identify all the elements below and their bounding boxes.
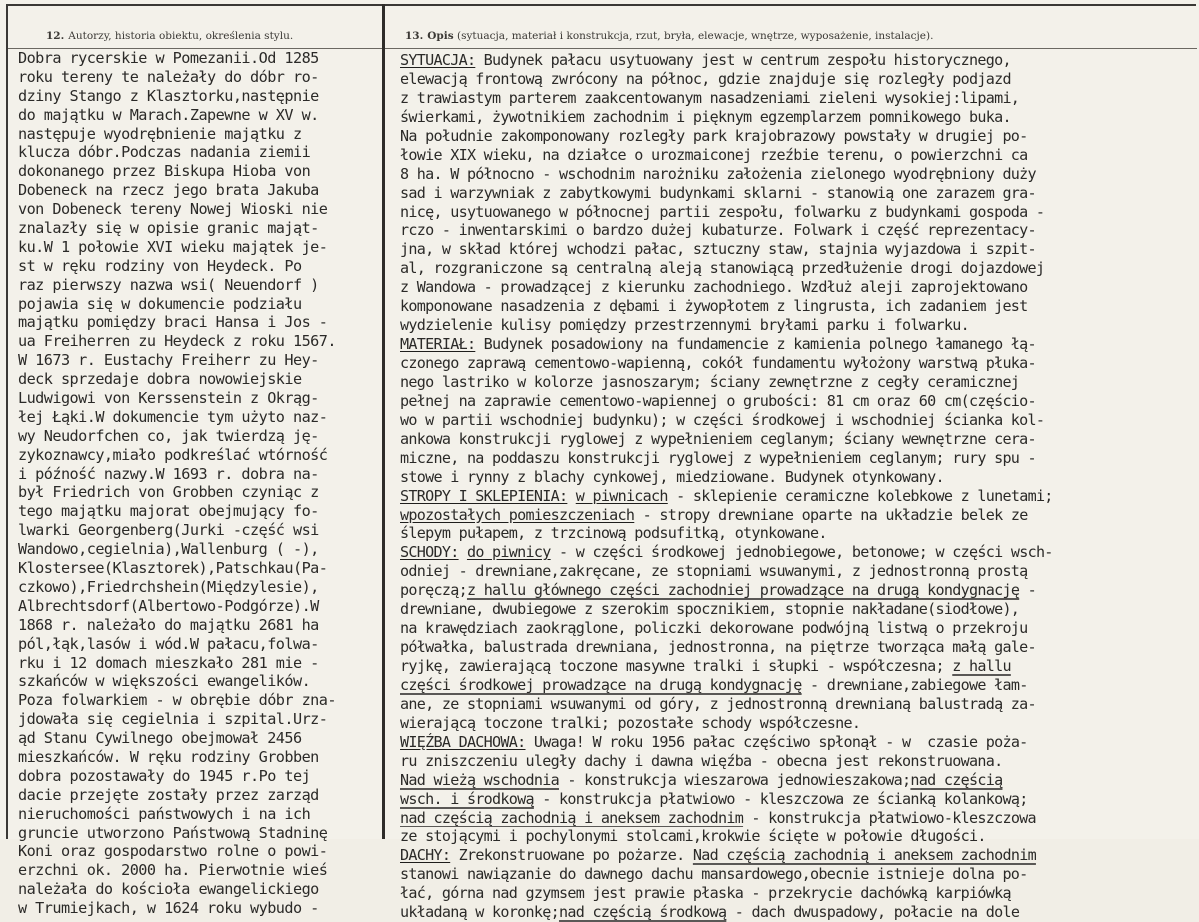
history-text-line: Koni oraz gospodarstwo rolne o powi- bbox=[18, 842, 328, 861]
description-text-line bbox=[400, 411, 1195, 430]
history-text-line: gruncie utworzono Państwową Stadninę bbox=[18, 823, 328, 842]
history-text-line: wy Neudorfchen co, jak twierdzą ję- bbox=[18, 426, 319, 445]
description-text-line bbox=[400, 70, 1195, 89]
right-column-header bbox=[405, 30, 933, 42]
description-text-line bbox=[400, 884, 1195, 903]
text-segment: łowie XIX wieku, na działce o urozmaiconej rzeźbie terenu, o powierzchni ca bbox=[400, 145, 1028, 164]
description-text-line bbox=[400, 676, 1195, 695]
history-text-line: Albrechtsdorf(Albertowo-Podgórze).W bbox=[18, 596, 319, 615]
text-segment: ankowa konstrukcji ryglowej z wypełnieniem ceglanym; ściany wewnętrzne cera- bbox=[400, 429, 1036, 448]
text-segment: komponowane nasadzenia z dębami i żywopłotem z lingrusta, ich zadaniem jest bbox=[400, 297, 1028, 316]
history-text-line: Ludwigowi von Kerssenstein z Okrąg- bbox=[18, 389, 319, 408]
text-segment bbox=[567, 487, 575, 505]
history-text-line: mieszkańców. W ręku rodziny Grobben bbox=[18, 747, 319, 766]
text-segment: Zrekonstruowane po pożarze. bbox=[450, 846, 693, 865]
description-text-line bbox=[400, 752, 1195, 771]
history-text-line: był Friedrich von Grobben czyniąc z bbox=[18, 483, 319, 502]
history-text-line: Wandowo,cegielnia),Wallenburg ( -), bbox=[18, 540, 319, 559]
description-text-line bbox=[400, 733, 1195, 752]
description-text-line bbox=[400, 695, 1195, 714]
history-text-line: st w ręku rodziny von Heydeck. Po bbox=[18, 256, 302, 275]
left-column-header bbox=[46, 30, 293, 42]
description-text-line bbox=[400, 487, 1195, 506]
text-segment: elewacją frontową zwrócony na północ, gdzie znajduje się rozległy podjazd bbox=[400, 69, 1011, 88]
description-text-line bbox=[400, 51, 1195, 70]
description-column bbox=[400, 51, 1195, 922]
history-text-line: zykoznawcy,miało podkreślać wtórność bbox=[18, 445, 328, 464]
text-segment: ze stojącymi i pochylonymi stolcami,krokwie ścięte w połowie długości. bbox=[400, 827, 986, 846]
description-text-line bbox=[400, 316, 1195, 335]
text-segment: Budynek posadowiony na fundamencie z kamienia polnego łamanego łą- bbox=[475, 335, 1036, 354]
history-text-line: ua Freiherren zu Heydeck z roku 1567. bbox=[18, 332, 336, 351]
description-text-line bbox=[400, 827, 1195, 846]
history-text-line: 1868 r. należało do majątku 2681 ha bbox=[18, 615, 319, 634]
underlined-text: MATERIAŁ: bbox=[400, 335, 476, 354]
underlined-text: SCHODY: bbox=[400, 543, 459, 562]
text-segment: odniej - drewniane,zakręcane, ze stopniami wsuwanymi, z jednostronną prostą bbox=[400, 562, 1028, 581]
history-text-line: czkowo),Friedrchshein(Międzylesie), bbox=[18, 577, 319, 596]
text-segment: stowe i rynny z blachy cynkowej, miedziowane. Budynek otynkowany. bbox=[400, 467, 944, 486]
page-border-top bbox=[6, 4, 1196, 6]
description-text-line bbox=[400, 278, 1195, 297]
underlined-text: SYTUACJA: bbox=[400, 51, 476, 69]
history-text-line: Poza folwarkiem - w obrębie dóbr zna- bbox=[18, 691, 336, 710]
description-text-line bbox=[400, 354, 1195, 373]
history-text-line: ku.W 1 połowie XVI wieku majątek je- bbox=[18, 237, 328, 256]
page-border-left bbox=[6, 4, 8, 839]
history-text-line: klucza dóbr.Podczas nadania ziemii bbox=[18, 143, 311, 162]
description-text-line bbox=[400, 790, 1195, 809]
history-text-line: pól,łąk,lasów i wód.W pałacu,folwa- bbox=[18, 634, 319, 653]
history-text-line: von Dobeneck tereny Nowej Wioski nie bbox=[18, 200, 328, 219]
history-text-line: ąd Stanu Cywilnego obejmował 2456 bbox=[18, 729, 302, 748]
history-text-line: jdowała się cegielnia i szpital.Urz- bbox=[18, 710, 328, 729]
underlined-text: nad częścią bbox=[910, 770, 1003, 789]
history-text-line: tego majątku majorat obejmujący fo- bbox=[18, 502, 319, 521]
description-text-line bbox=[400, 449, 1195, 468]
history-text-line: majątku pomiędzy braci Hansa i Jos - bbox=[18, 313, 328, 332]
text-segment: półwałka, balustrada drewniana, jednostronna, na piętrze tworząca małą gale- bbox=[400, 638, 1036, 657]
text-segment: wierającą toczone tralki; pozostałe schody współczesne. bbox=[400, 713, 861, 732]
history-text-line: rku i 12 domach mieszkało 281 mie - bbox=[18, 653, 319, 672]
underlined-text: z hallu głównego części zachodniej prowadzące na drugą kondygnację bbox=[466, 581, 1020, 600]
description-text-line bbox=[400, 297, 1195, 316]
text-segment: wo w partii wschodniej budynku); w części środkowej i wschodniej ścianka kol- bbox=[400, 410, 1045, 429]
text-segment: - stropy drewniane oparte na układzie belek ze bbox=[634, 505, 1028, 524]
description-text-line bbox=[400, 221, 1195, 240]
text-segment: - konstrukcja wieszarowa jednowieszakowa; bbox=[558, 770, 911, 789]
description-text-line bbox=[400, 240, 1195, 259]
text-segment: Uwaga! W roku 1956 pałac częściwo spłonął - w czasie poża- bbox=[525, 732, 1028, 751]
description-text-line bbox=[400, 619, 1195, 638]
left-header-text: Autorzy, historia obiektu, określenia stylu. bbox=[68, 30, 294, 42]
text-segment: z trawiastym parterem zaakcentowanym nasadzeniami zieleni wysokiej:lipami, bbox=[400, 88, 1020, 107]
history-text-line: Dobeneck na rzecz jego brata Jakuba bbox=[18, 181, 319, 200]
history-text-line: W 1673 r. Eustachy Freiherr zu Hey- bbox=[18, 351, 319, 370]
description-text-line bbox=[400, 600, 1195, 619]
history-text-line: łej Łąki.W dokumencie tym użyto naz- bbox=[18, 407, 328, 426]
right-header-text: (sytuacja, materiał i konstrukcja, rzut, bryła, elewacje, wnętrze, wyposażenie, instalacje). bbox=[457, 30, 934, 42]
text-segment: nicę, usytuowanego w północnej partii zespołu, folwarku z budynkami gospoda - bbox=[400, 202, 1045, 221]
description-text-line bbox=[400, 543, 1195, 562]
right-header-rule bbox=[385, 48, 1197, 49]
description-text-line bbox=[400, 335, 1195, 354]
description-text-line bbox=[400, 184, 1195, 203]
history-text-line: w Trumiejkach, w 1624 roku wybudo - bbox=[18, 899, 319, 918]
underlined-text: STROPY I SKLEPIENIA: bbox=[400, 486, 568, 505]
history-text-line: erzchni ok. 2000 ha. Pierwotnie wieś bbox=[18, 861, 328, 880]
history-text-line: roku tereny te należały do dóbr ro- bbox=[18, 67, 319, 86]
description-text-line bbox=[400, 809, 1195, 828]
underlined-text: wsch. i środkową bbox=[400, 789, 534, 808]
description-text-line bbox=[400, 506, 1195, 525]
description-text-line bbox=[400, 468, 1195, 487]
history-text-line: raz pierwszy nazwa wsi( Neuendorf ) bbox=[18, 275, 319, 294]
text-segment: miczne, na poddaszu konstrukcji ryglowej z wypełnieniem ceglanym; rury spu - bbox=[400, 448, 1036, 467]
text-segment: Na południe zakomponowany rozległy park krajobrazowy powstały w drugiej po- bbox=[400, 126, 1028, 145]
underlined-text: WIĘŹBA DACHOWA: bbox=[400, 732, 526, 751]
history-text-line: do majątku w Marach.Zapewne w XV w. bbox=[18, 105, 319, 124]
text-segment: nego lastriko w kolorze jasnoszarym; ściany zewnętrzne z cegły ceramicznej bbox=[400, 372, 1020, 391]
description-text-line bbox=[400, 165, 1195, 184]
history-text-line: dobra pozostawały do 1945 r.Po tej bbox=[18, 766, 311, 785]
underlined-text: części środkowej prowadzące na drugą kondygnację bbox=[400, 675, 802, 694]
text-segment: ane, ze stopniami wsuwanymi od góry, z jednostronną drewnianą balustradą za- bbox=[400, 694, 1036, 713]
text-segment: jna, w skład której wchodzi pałac, sztuczny staw, stajnia wyjazdowa i szpit- bbox=[400, 240, 1036, 259]
text-segment: - w części środkowej jednobiegowe, betonowe; w części wsch- bbox=[550, 543, 1053, 562]
text-segment: - sklepienie ceramiczne kolebkowe z lunetami; bbox=[667, 486, 1053, 505]
description-text-line bbox=[400, 392, 1195, 411]
history-text-line: dacie przejęte zostały przez zarząd bbox=[18, 785, 319, 804]
text-segment: Budynek pałacu usytuowany jest w centrum zespołu historycznego, bbox=[475, 51, 1011, 69]
history-text-line: należała do kościoła ewangelickiego bbox=[18, 880, 319, 899]
text-segment: czonego zaprawą cementowo-wapienną, cokół fundamentu wyłożony warstwą płuka- bbox=[400, 354, 1036, 372]
text-segment: 8 ha. W północno - wschodnim narożniku założenia zielonego wyodrębniony duży bbox=[400, 164, 1036, 183]
text-segment: układaną w koronkę; bbox=[400, 903, 559, 922]
history-text-line: następuje wyodrębnienie majątku z bbox=[18, 124, 302, 143]
history-text-line: Klostersee(Klasztorek),Patschkau(Pa- bbox=[18, 559, 328, 578]
description-text-line bbox=[400, 714, 1195, 733]
text-segment: - konstrukcja płatwiowo-kleszczowa bbox=[743, 808, 1036, 827]
description-text-line bbox=[400, 771, 1195, 790]
description-text-line bbox=[400, 581, 1195, 600]
underlined-text: z hallu bbox=[952, 657, 1011, 675]
history-text-line: dokonanego przez Biskupa Hioba von bbox=[18, 162, 311, 181]
text-segment: na krawędziach zaokrąglone, policzki dekorowane podwójną listwą o przekroju bbox=[400, 619, 1028, 638]
underlined-text: w piwnicach bbox=[575, 486, 668, 505]
text-segment: z Wandowa - prowadzącej z kierunku zachodniego. Wzdłuż aleji zaprojektowano bbox=[400, 278, 1028, 297]
history-text-line: znalazły się w opisie granic mająt- bbox=[18, 219, 319, 238]
description-text-line bbox=[400, 903, 1195, 922]
text-segment: pełnej na zaprawie cementowo-wapiennej o grubości: 81 cm oraz 60 cm(częścio- bbox=[400, 391, 1036, 410]
text-segment: ślepym pułapem, z trzcinową podsufitką, otynkowane. bbox=[400, 524, 827, 543]
history-text-line: szkańców w większości ewangelików. bbox=[18, 672, 311, 691]
history-text-line: pojawia się w dokumencie podziału bbox=[18, 294, 302, 313]
history-text-line: Dobra rycerskie w Pomezanii.Od 1285 bbox=[18, 49, 319, 67]
description-text-line bbox=[400, 108, 1195, 127]
description-text-line bbox=[400, 127, 1195, 146]
text-segment: - dach dwuspadowy, połacie na dole bbox=[726, 903, 1020, 922]
text-segment: - konstrukcja płatwiowo - kleszczowa ze ścianką kolankową; bbox=[533, 789, 1028, 808]
history-column bbox=[18, 49, 383, 918]
description-text-line bbox=[400, 89, 1195, 108]
text-segment: al, rozgraniczone są centralną aleją stanowiącą przedłużenie drogi dojazdowej bbox=[400, 259, 1045, 278]
text-segment: - bbox=[1019, 581, 1036, 600]
text-segment: wydzielenie kulisy pomiędzy przestrzennymi bryłami parku i folwarku. bbox=[400, 316, 969, 335]
right-header-number: 13. bbox=[405, 30, 424, 42]
description-text-line bbox=[400, 562, 1195, 581]
description-text-line bbox=[400, 373, 1195, 392]
history-text-line: lwarki Georgenberg(Jurki -część wsi bbox=[18, 521, 319, 540]
text-segment: - drewniane,zabiegowe łam- bbox=[801, 675, 1028, 694]
text-segment: łać, górna nad gzymsem jest prawie płaska - przekrycie dachówką karpiówką bbox=[400, 884, 1011, 903]
text-segment: sad i warzywniak z zabytkowymi budynkami sklarni - stanowią one zarazem gra- bbox=[400, 183, 1036, 202]
history-text-line: dziny Stango z Klasztorku,następnie bbox=[18, 86, 319, 105]
text-segment bbox=[459, 543, 467, 561]
underlined-text: nad częścią zachodnią i aneksem zachodnim bbox=[400, 808, 744, 827]
underlined-text: Nad wieżą wschodnia bbox=[400, 770, 559, 789]
description-text-line bbox=[400, 846, 1195, 865]
underlined-text: DACHY: bbox=[400, 846, 451, 865]
description-text-line bbox=[400, 657, 1195, 676]
description-text-line bbox=[400, 430, 1195, 449]
underlined-text: wpozostałych pomieszczeniach bbox=[400, 505, 635, 524]
description-text-line bbox=[400, 638, 1195, 657]
text-segment: drewniane, dwubiegowe z szerokim spocznikiem, stopnie nakładane(siodłowe), bbox=[400, 600, 1020, 619]
left-header-number: 12. bbox=[46, 30, 65, 42]
underlined-text: Nad częścią zachodnią i aneksem zachodnim bbox=[692, 846, 1036, 865]
history-text-line: i późność nazwy.W 1693 r. dobra na- bbox=[18, 464, 319, 483]
history-text-line: deck sprzedaje dobra nowowiejskie bbox=[18, 370, 302, 389]
text-segment: ru zniszczeniu uległy dachy i dawna więźba - obecna jest rekonstruowana. bbox=[400, 751, 1003, 770]
underlined-text: do piwnicy bbox=[466, 543, 551, 562]
description-text-line bbox=[400, 865, 1195, 884]
right-header-label: Opis bbox=[427, 30, 454, 42]
description-text-line bbox=[400, 524, 1195, 543]
underlined-text: nad częścią środkową bbox=[558, 903, 727, 922]
text-segment: stanowi nawiązanie do dawnego dachu mansardowego,obecnie istnieje dolna po- bbox=[400, 865, 1028, 884]
text-segment: rczo - inwentarskimi o bardzo dużej kubaturze. Folwark i część reprezentacy- bbox=[400, 221, 1036, 240]
history-text-line: nieruchomości państwowych i na ich bbox=[18, 804, 311, 823]
description-text-line bbox=[400, 146, 1195, 165]
description-text-line bbox=[400, 203, 1195, 222]
description-text-line bbox=[400, 259, 1195, 278]
text-segment: ryjkę, zawierającą toczone masywne tralki i słupki - współczesna; bbox=[400, 657, 953, 675]
text-segment: świerkami, żywotnikiem zachodnim i pięknym egzemplarzem pomnikowego buka. bbox=[400, 107, 1011, 126]
text-segment: poręczą; bbox=[400, 581, 467, 600]
